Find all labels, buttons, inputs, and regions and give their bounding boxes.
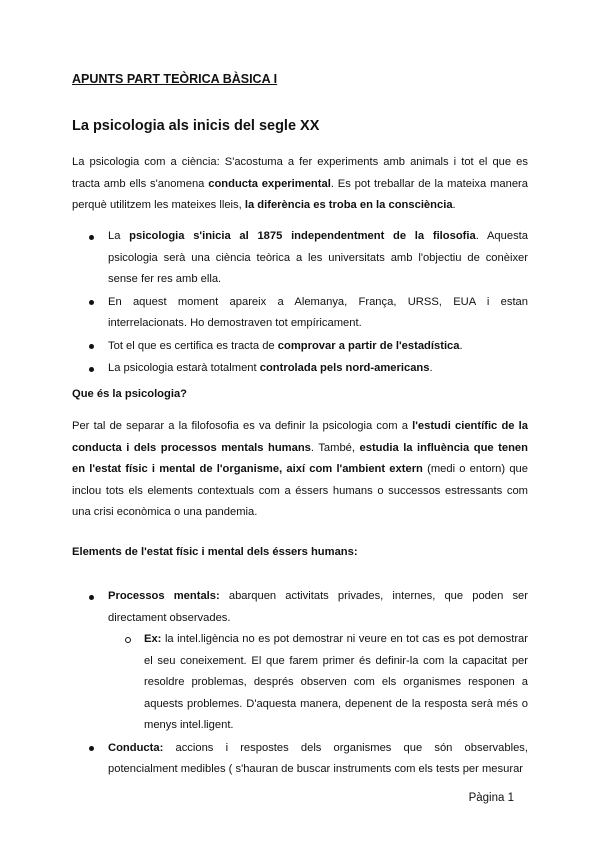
- list-item: [72, 358, 528, 380]
- bullet-text: . Aquesta psicologia serà una ciència teòrica a les universitats amb l'objectiu de conèixer sense fer res amb ella.: [108, 230, 528, 285]
- intro-paragraph: [72, 152, 528, 217]
- bullet-dot-icon: [89, 595, 94, 600]
- bullet-text: La psicologia estarà totalment: [108, 362, 260, 374]
- bullet-text: .: [459, 339, 463, 352]
- elements-heading: Elements de l'estat físic i mental dels éssers humans:: [72, 546, 358, 558]
- bullet-circle-icon: [125, 637, 131, 643]
- intro-bold-2: la diferència es troba en la consciència: [244, 199, 453, 211]
- bullet-dot-icon: [89, 300, 94, 305]
- def-text-2: . També,: [310, 441, 360, 454]
- bullet-bold: Processos mentals:: [108, 590, 220, 602]
- bullet-text: abarquen activitats privades, internes, que poden ser directament observades.: [108, 590, 528, 624]
- list-item: [72, 292, 528, 335]
- bullet-bold: Conducta:: [108, 741, 164, 754]
- bullet-bold: controlada pels nord-americans: [259, 362, 430, 374]
- document-title: APUNTS PART TEÒRICA BÀSICA I: [72, 72, 278, 86]
- list-item: [72, 226, 528, 291]
- list-item: [72, 336, 528, 358]
- def-bold-2: estudia la influència que tenen en l'estat físic i mental de l'organisme, així com l'ambient extern: [72, 441, 528, 475]
- def-bold-1: l'estudi científic de la conducta i dels processos mentals humans: [72, 420, 528, 454]
- bullet-list-2: [72, 586, 528, 782]
- bullet-dot-icon: [89, 367, 94, 372]
- bullet-text: Tot el que es certifica es tracta de: [108, 339, 278, 352]
- nested-list: [108, 629, 528, 737]
- intro-text-3: .: [452, 199, 456, 211]
- list-item: [72, 586, 528, 737]
- bullet-text: La: [108, 230, 130, 242]
- bullet-dot-icon: [89, 344, 94, 349]
- page-number: Pàgina 1: [468, 792, 514, 804]
- intro-text-2: . Es pot treballar de la mateixa manera perquè utilitzem les mateixes lleis,: [72, 177, 529, 211]
- bullet-dot-icon: [89, 235, 94, 240]
- intro-bold-1: conducta experimental: [208, 177, 331, 190]
- intro-text-1: La psicologia com a ciència: S'acostuma a fer experiments amb animals i tot el que es tracta amb ells s'anomena: [72, 156, 528, 190]
- def-text-1: Per tal de separar a la filofosofia es va definir la psicologia com a: [72, 420, 413, 432]
- bullet-list-1: [72, 226, 528, 381]
- question-heading: Que és la psicologia?: [72, 388, 188, 400]
- bullet-text: En aquest moment apareix a Alemanya, França, URSS, EUA i estan interrelacionats. Ho demostraven tot empíricament.: [108, 295, 528, 329]
- bullet-bold: comprovar a partir de l'estadística: [277, 339, 460, 352]
- definition-paragraph: [72, 416, 528, 524]
- list-item: [72, 738, 528, 781]
- nested-bold: Ex:: [144, 633, 162, 645]
- bullet-text: .: [429, 362, 433, 374]
- bullet-bold: psicologia s'inicia al 1875 independentment de la filosofia: [129, 230, 476, 242]
- bullet-text: accions i respostes dels organismes que són observables, potencialment medibles ( s'hauran de buscar instruments com els tests per mesurar: [108, 741, 528, 775]
- section-title: La psicologia als inicis del segle XX: [72, 118, 320, 134]
- nested-list-item: [108, 629, 528, 737]
- def-text-3: (medi o entorn) que inclou tots els elements contextuals com a éssers humans o successos estressants com una crisi econòmica o una pandemia.: [72, 463, 528, 518]
- bullet-dot-icon: [89, 746, 94, 751]
- nested-text: la intel.ligència no es pot demostrar ni veure en tot cas es pot demostrar el seu coneixement. El que farem primer és definir-la com la capacitat per resoldre problemas, després observen com els organismes responen a aquests problemes. D'aquesta manera, depenent de la resposta serà més o menys intel.ligent.: [144, 633, 528, 731]
